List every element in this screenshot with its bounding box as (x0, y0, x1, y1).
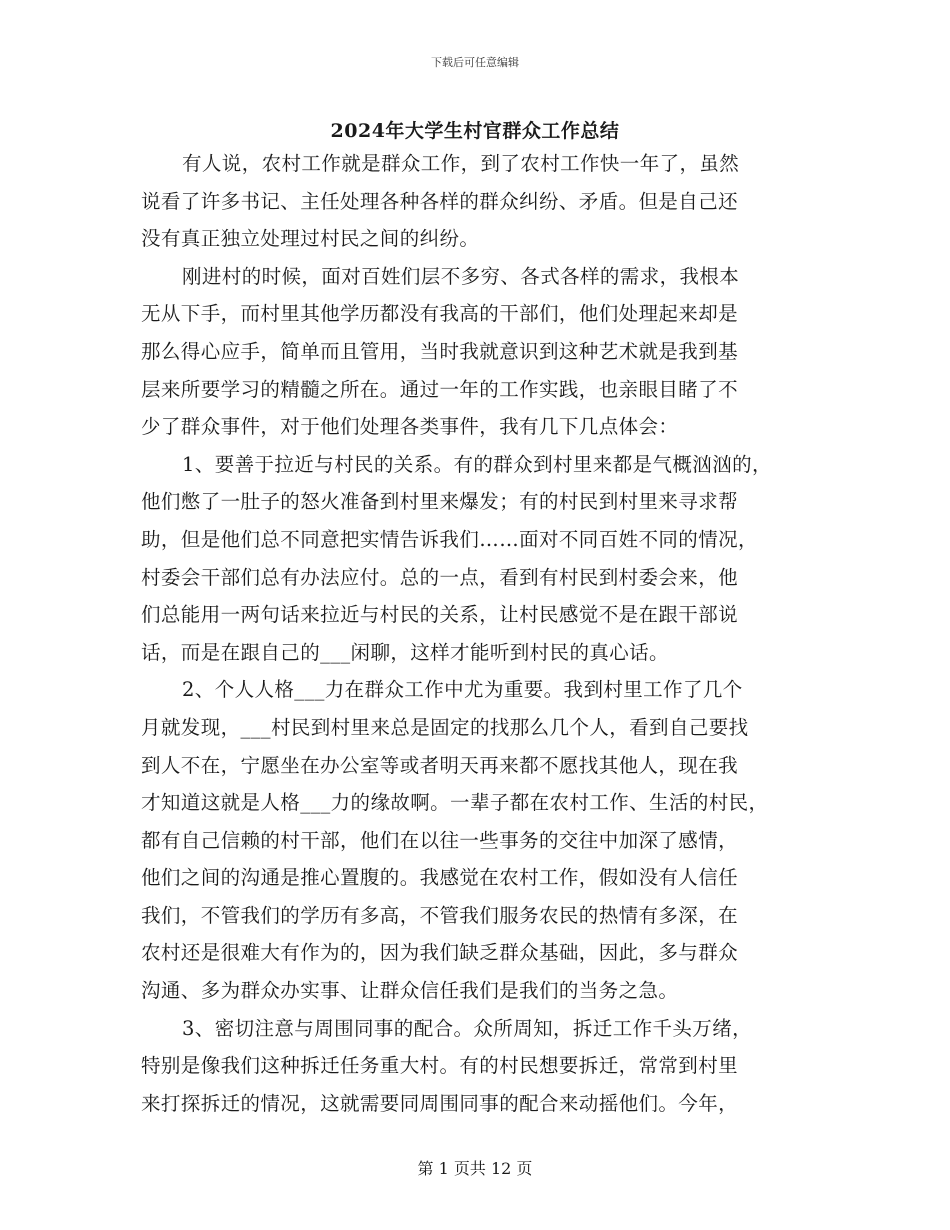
text-line: 助，但是他们总不同意把实情告诉我们……面对不同百姓不同的情况， (141, 527, 758, 551)
text-line: 那么得心应手，简单而且管用，当时我就意识到这种艺术就是我到基 (141, 339, 739, 363)
text-line: 话，而是在跟自己的___闲聊，这样才能听到村民的真心话。 (141, 640, 669, 664)
text-line: 无从下手，而村里其他学历都没有我高的干部们，他们处理起来却是 (141, 302, 739, 326)
text-line: 月就发现，___村民到村里来总是固定的找那么几个人，看到自己要找 (141, 715, 749, 739)
text-line: 都有自己信赖的村干部，他们在以往一些事务的交往中加深了感情， (141, 828, 739, 852)
document-body (141, 145, 821, 1122)
text-line: 3、密切注意与周围同事的配合。众所周知，拆迁工作千头万绪， (182, 1016, 753, 1040)
text-line: 村委会干部们总有办法应付。总的一点，看到有村民到村委会来，他 (141, 565, 739, 589)
text-line: 才知道这就是人格___力的缘故啊。一辈子都在农村工作、生活的村民， (141, 791, 769, 815)
text-line: 我们，不管我们的学历有多高，不管我们服务农民的热情有多深，在 (141, 903, 739, 927)
document-title: 2024年大学生村官群众工作总结 (330, 120, 620, 142)
text-line: 农村还是很难大有作为的，因为我们缺乏群众基础，因此，多与群众 (141, 941, 739, 965)
page-number-footer: 第 1 页共 12 页 (417, 1159, 533, 1178)
text-line: 们总能用一两句话来拉近与村民的关系，让村民感觉不是在跟干部说 (141, 603, 739, 627)
text-line: 特别是像我们这种拆迁任务重大村。有的村民想要拆迁，常常到村里 (141, 1054, 739, 1078)
text-line: 刚进村的时候，面对百姓们层不多穷、各式各样的需求，我根本 (182, 264, 740, 288)
text-line: 少了群众事件，对于他们处理各类事件，我有几下几点体会： (141, 415, 679, 439)
text-line: 没有真正独立处理过村民之间的纠纷。 (141, 227, 480, 251)
text-line: 有人说，农村工作就是群众工作，到了农村工作快一年了，虽然 (182, 152, 740, 175)
text-line: 1、要善于拉近与村民的关系。有的群众到村里来都是气概汹汹的， (182, 452, 772, 476)
text-line: 他们之间的沟通是推心置腹的。我感觉在农村工作，假如没有人信任 (141, 866, 739, 890)
text-line: 他们憋了一肚子的怒火准备到村里来爆发；有的村民到村里来寻求帮 (141, 490, 739, 514)
text-line: 沟通、多为群众办实事、让群众信任我们是我们的当务之急。 (141, 979, 679, 1003)
text-line: 来打探拆迁的情况，这就需要同周围同事的配合来动摇他们。今年， (141, 1091, 739, 1115)
text-line: 层来所要学习的精髓之所在。通过一年的工作实践，也亲眼目睹了不 (141, 377, 739, 401)
header-note: 下载后可任意编辑 (431, 56, 519, 69)
text-line: 2、个人人格___力在群众工作中尤为重要。我到村里工作了几个 (182, 678, 743, 702)
text-line: 到人不在，宁愿坐在办公室等或者明天再来都不愿找其他人，现在我 (141, 753, 739, 777)
text-line: 说看了许多书记、主任处理各种各样的群众纠纷、矛盾。但是自己还 (141, 189, 739, 213)
